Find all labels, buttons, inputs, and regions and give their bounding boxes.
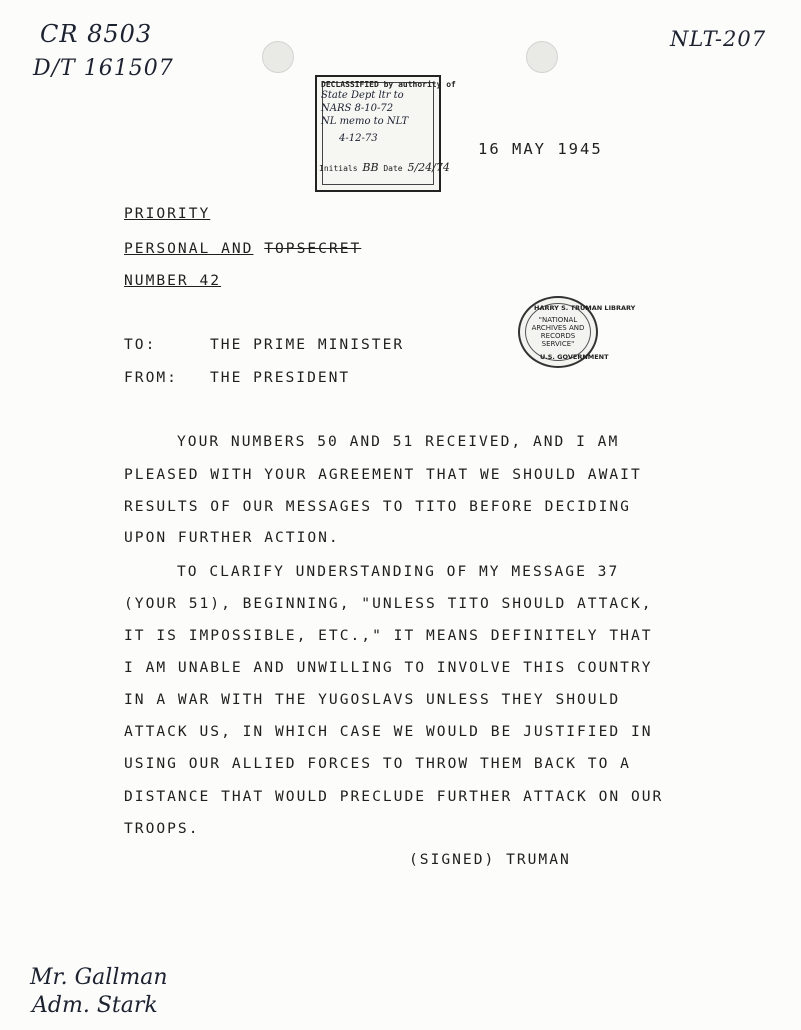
- declassification-stamp: [315, 75, 456, 192]
- signature-line: (SIGNED) TRUMAN: [409, 851, 571, 868]
- truman-library-seal: [518, 296, 636, 368]
- to-value: THE PRIME MINISTER: [210, 336, 405, 353]
- date-label: Date: [383, 164, 403, 173]
- punch-hole: [526, 41, 558, 73]
- body-line: PLEASED WITH YOUR AGREEMENT THAT WE SHOULD AWAIT: [124, 466, 642, 483]
- seal-center-line: "NATIONAL: [538, 316, 578, 324]
- declass-line: State Dept ltr to: [321, 90, 404, 101]
- body-line: RESULTS OF OUR MESSAGES TO TITO BEFORE DECIDING: [124, 498, 631, 515]
- priority-label: PRIORITY: [124, 205, 211, 222]
- seal-center-line: ARCHIVES AND: [531, 324, 585, 332]
- declass-line: NARS 8-10-72: [321, 103, 394, 114]
- body-line: ATTACK US, IN WHICH CASE WE WOULD BE JUSTIFIED IN: [124, 723, 653, 740]
- seal-center-line: SERVICE": [541, 340, 575, 348]
- body-line: I AM UNABLE AND UNWILLING TO INVOLVE THIS COUNTRY: [124, 659, 653, 676]
- initials-value: BB: [362, 161, 379, 174]
- punch-hole: [262, 41, 294, 73]
- from-label: FROM:: [124, 369, 178, 386]
- date-value: 5/24/74: [407, 161, 450, 174]
- from-value: THE PRESIDENT: [210, 369, 351, 386]
- handwritten-distribution-line: Adm. Stark: [32, 993, 158, 1018]
- top-secret-struck: TOPSECRET: [264, 240, 362, 257]
- body-line: USING OUR ALLIED FORCES TO THROW THEM BACK TO A: [124, 755, 631, 772]
- declass-line: NL memo to NLT: [321, 116, 409, 127]
- body-line: TROOPS.: [124, 820, 200, 837]
- body-line: DISTANCE THAT WOULD PRECLUDE FURTHER ATTACK ON OUR: [124, 788, 664, 805]
- seal-top-arc: HARRY S. TRUMAN LIBRARY: [534, 304, 636, 312]
- body-line: IN A WAR WITH THE YUGOSLAVS UNLESS THEY SHOULD: [124, 691, 621, 708]
- initials-label: Initials: [319, 164, 358, 173]
- handwritten-dit-number: D/T 161507: [33, 56, 174, 81]
- declass-heading: DECLASSIFIED by authority of: [321, 80, 456, 89]
- body-line: (YOUR 51), BEGINNING, "UNLESS TITO SHOULD ATTACK,: [124, 595, 653, 612]
- personal-and-label: PERSONAL AND: [124, 240, 254, 257]
- handwritten-cr-number: CR 8503: [40, 20, 153, 48]
- seal-bottom-arc: U.S. GOVERNMENT: [540, 353, 609, 361]
- declass-initials-row: [319, 161, 450, 174]
- to-label: TO:: [124, 336, 157, 353]
- classification-line: [124, 240, 361, 257]
- body-line: YOUR NUMBERS 50 AND 51 RECEIVED, AND I AM: [177, 433, 620, 450]
- body-line: IT IS IMPOSSIBLE, ETC.," IT MEANS DEFINITELY THAT: [124, 627, 653, 644]
- body-line: TO CLARIFY UNDERSTANDING OF MY MESSAGE 37: [177, 563, 620, 580]
- document-date: 16 MAY 1945: [478, 140, 603, 158]
- handwritten-nlt-number: NLT-207: [670, 27, 767, 51]
- declass-line: 4-12-73: [339, 133, 378, 144]
- message-number: NUMBER 42: [124, 272, 222, 289]
- body-line: UPON FURTHER ACTION.: [124, 529, 340, 546]
- handwritten-distribution-line: Mr. Gallman: [30, 965, 168, 990]
- seal-center-line: RECORDS: [540, 332, 576, 340]
